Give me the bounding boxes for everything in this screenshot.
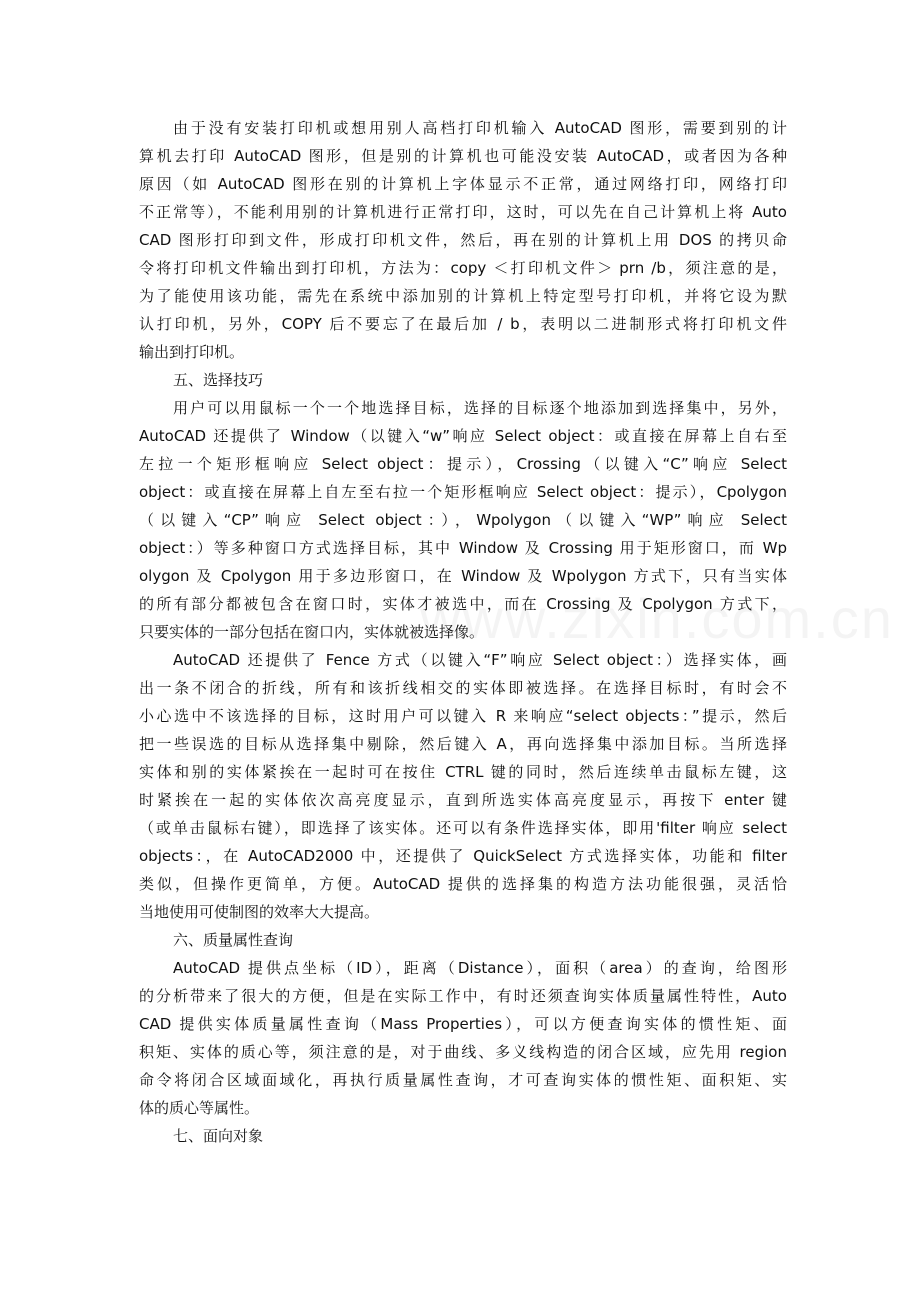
- text-line: 认打印机，另外，COPY 后不要忘了在最后加 / b，表明以二进制形式将打印机文件: [139, 315, 787, 333]
- heading-object-oriented: [139, 1122, 787, 1150]
- document-page: [139, 114, 787, 1150]
- text-line: 左拉一个矩形框响应 Select object：提示），Crossing（以键入“C”响应 Select: [139, 455, 787, 473]
- text-line: 算机去打印 AutoCAD 图形，但是别的计算机也可能没安装 AutoCAD，或者因为各种: [139, 147, 787, 165]
- text-line: 命令将闭合区域面域化，再执行质量属性查询，才可查询实体的惯性矩、面积矩、实: [139, 1071, 787, 1089]
- text-line: 的分析带来了很大的方便，但是在实际工作中，有时还须查询实体质量属性特性，Auto: [139, 987, 787, 1005]
- text-line: AutoCAD 还提供了 Window（以键入“w”响应 Select object：或直接在屏幕上自右至: [139, 427, 787, 445]
- text-line: 出一条不闭合的折线，所有和该折线相交的实体即被选择。在选择目标时，有时会不: [139, 679, 787, 697]
- text-line: 小心选中不该选择的目标，这时用户可以键入 R 来响应“select objects：”提示，然后: [139, 707, 787, 725]
- section-heading: 七、面向对象: [173, 1127, 264, 1145]
- heading-selection-tips: [139, 366, 787, 394]
- paragraph-selection-windows: [139, 394, 787, 646]
- text-line: AutoCAD 提供点坐标（ID），距离（Distance），面积（area）的查询，给图形: [173, 959, 787, 977]
- text-line: objects：，在 AutoCAD2000 中，还提供了 QuickSelect 方式选择实体，功能和 filter: [139, 847, 787, 865]
- text-line: CAD 图形打印到文件，形成打印机文件，然后，再在别的计算机上用 DOS 的拷贝命: [139, 231, 787, 249]
- text-line: 用户可以用鼠标一个一个地选择目标，选择的目标逐个地添加到选择集中，另外，: [173, 399, 787, 417]
- text-line: CAD 提供实体质量属性查询（Mass Properties），可以方便查询实体的惯性矩、面: [139, 1015, 787, 1033]
- heading-mass-properties: [139, 926, 787, 954]
- text-line: 把一些误选的目标从选择集中剔除，然后键入 A，再向选择集中添加目标。当所选择: [139, 735, 787, 753]
- text-line: 的所有部分都被包含在窗口时，实体才被选中，而在 Crossing 及 Cpolygon 方式下，: [139, 595, 787, 613]
- text-line: 类似，但操作更简单，方便。AutoCAD 提供的选择集的构造方法功能很强，灵活恰: [139, 875, 787, 893]
- text-line: 时紧挨在一起的实体依次高亮度显示，直到所选实体高亮度显示，再按下 enter 键: [139, 791, 787, 809]
- text-line: 当地使用可使制图的效率大大提高。: [139, 903, 380, 921]
- text-line: （以键入“CP”响应 Select object：），Wpolygon（以键入“WP”响应 Select: [139, 511, 787, 529]
- section-heading: 五、选择技巧: [173, 371, 264, 389]
- text-line: 输出到打印机。: [139, 343, 245, 361]
- text-line: 令将打印机文件输出到打印机，方法为：copy ＜打印机文件＞ prn /b，须注意的是，: [139, 259, 787, 277]
- section-heading: 六、质量属性查询: [173, 931, 294, 949]
- text-line: 原因（如 AutoCAD 图形在别的计算机上字体显示不正常，通过网络打印，网络打印: [139, 175, 787, 193]
- text-line: （或单击鼠标右键），即选择了该实体。还可以有条件选择实体，即用'filter 响应 select: [139, 819, 787, 837]
- paragraph-print-to-file: [139, 114, 787, 366]
- text-line: 为了能使用该功能，需先在系统中添加别的计算机上特定型号打印机，并将它设为默: [139, 287, 787, 305]
- text-line: 只要实体的一部分包括在窗口内，实体就被选择像。: [139, 623, 485, 641]
- text-line: 不正常等），不能利用别的计算机进行正常打印，这时，可以先在自己计算机上将 Auto: [139, 203, 787, 221]
- text-line: AutoCAD 还提供了 Fence 方式（以键入“F”响应 Select object：）选择实体，画: [173, 651, 787, 669]
- text-line: object：或直接在屏幕上自左至右拉一个矩形框响应 Select object：提示），Cpolygon: [139, 483, 787, 501]
- text-line: object：）等多种窗口方式选择目标，其中 Window 及 Crossing 用于矩形窗口，而 Wp: [139, 539, 787, 557]
- text-line: olygon 及 Cpolygon 用于多边形窗口，在 Window 及 Wpolygon 方式下，只有当实体: [139, 567, 787, 585]
- paragraph-selection-fence: [139, 646, 787, 926]
- text-line: 体的质心等属性。: [139, 1099, 260, 1117]
- text-line: 由于没有安装打印机或想用别人高档打印机输入 AutoCAD 图形，需要到别的计: [173, 119, 787, 137]
- paragraph-mass-properties: [139, 954, 787, 1122]
- text-line: 积矩、实体的质心等，须注意的是，对于曲线、多义线构造的闭合区域，应先用 region: [139, 1043, 787, 1061]
- text-line: 实体和别的实体紧挨在一起时可在按住 CTRL 键的同时，然后连续单击鼠标左键，这: [139, 763, 787, 781]
